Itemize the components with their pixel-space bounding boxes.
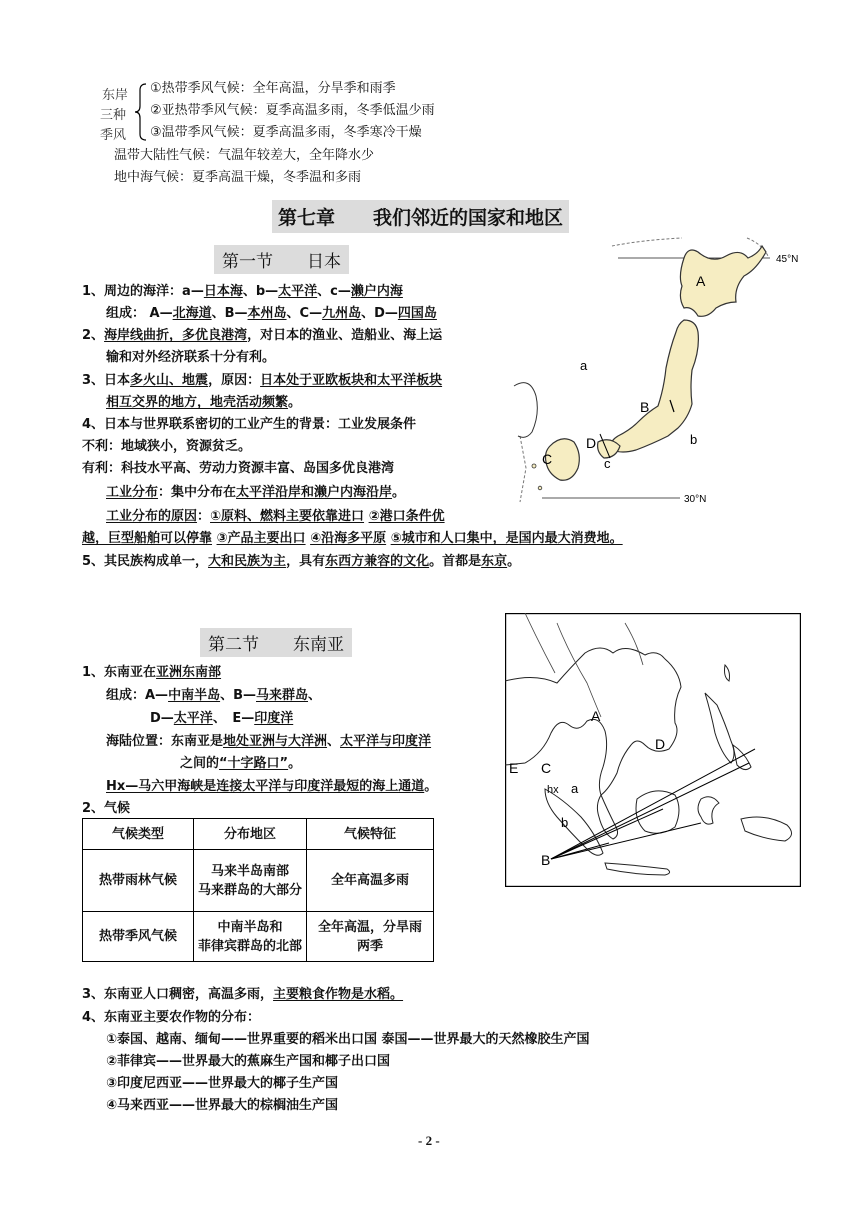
brace-label-3: 季风 — [100, 128, 127, 143]
hokkaido-shape — [680, 246, 766, 316]
map-label-c: c — [604, 456, 611, 471]
japan-p2: 2、海岸线曲折，多优良港湾，对日本的渔业、造船业、海上运 — [82, 328, 443, 343]
sea-composition-2: D—太平洋、 E—印度洋 — [150, 711, 294, 726]
brace-label-1: 东岸 — [102, 88, 129, 103]
japan-map — [512, 236, 812, 518]
lat-45-label: 45°N — [776, 254, 799, 265]
table-row — [83, 850, 434, 912]
sea-map-label-a: a — [571, 781, 579, 796]
table-cell: 全年高温，分旱雨 两季 — [307, 912, 434, 962]
southeast-asia-map — [505, 613, 801, 887]
map-label-C: C — [542, 451, 553, 467]
japan-p5: 5、其民族构成单一，大和民族为主，具有东西方兼容的文化。首都是东京。 — [82, 554, 521, 569]
honshu-shape — [611, 320, 699, 452]
crop-item-2: ②菲律宾——世界最大的蕉麻生产国和椰子出口国 — [106, 1054, 391, 1069]
brace-icon — [134, 82, 148, 142]
sea-p2: 2、气候 — [82, 801, 131, 816]
sea-position: 海陆位置：东南亚是地处亚洲与大洋洲、太平洋与印度洋 — [106, 734, 432, 749]
climate-table — [82, 818, 434, 962]
crop-item-1: ①泰国、越南、缅甸——世界重要的稻米出口国 泰国——世界最大的天然橡胶生产国 — [106, 1032, 590, 1047]
japan-p3-cont: 相互交界的地方，地壳活动频繁。 — [106, 395, 302, 410]
japan-p4-good: 有利：科技水平高、劳动力资源丰富、岛国多优良港湾 — [82, 461, 395, 476]
page-number: - 2 - — [418, 1133, 440, 1148]
climate-item-3: ③温带季风气候：夏季高温多雨，冬季寒冷干燥 — [150, 125, 422, 140]
table-header-row — [83, 819, 434, 850]
chapter-title: 第七章 我们邻近的国家和地区 — [272, 200, 569, 233]
lat-30-label: 30°N — [684, 494, 707, 505]
map-label-A: A — [696, 273, 706, 289]
climate-mediterranean: 地中海气候：夏季高温干燥，冬季温和多雨 — [114, 170, 362, 185]
sea-hx: Hx—马六甲海峡是连接太平洋与印度洋最短的海上通道。 — [106, 779, 438, 794]
map-label-a: a — [580, 358, 588, 373]
section2-title: 第二节 东南亚 — [200, 628, 352, 657]
map-label-b: b — [690, 432, 698, 447]
map-label-D: D — [586, 435, 597, 451]
japan-p1-composition: 组成： A—北海道、B—本州岛、C—九州岛、D—四国岛 — [106, 306, 437, 321]
japan-p4: 4、日本与世界联系密切的工业产生的背景：工业发展条件 — [82, 417, 417, 432]
sea-p3: 3、东南亚人口稠密，高温多雨，主要粮食作物是水稻。 — [82, 987, 404, 1002]
sea-map-label-E: E — [509, 760, 519, 776]
japan-p1: 1、周边的海洋：a—日本海、b—太平洋、c—濑户内海 — [82, 284, 403, 299]
table-header: 气候类型 — [83, 819, 194, 850]
map-label-B: B — [640, 399, 650, 415]
japan-p3: 3、日本多火山、地震，原因：日本处于亚欧板块和太平洋板块 — [82, 373, 443, 388]
section1-title: 第一节 日本 — [214, 245, 349, 274]
sea-position-cont: 之间的“十字路口”。 — [180, 756, 302, 771]
brace-label-2: 三种 — [100, 108, 127, 123]
japan-p2-cont: 输和对外经济联系十分有利。 — [106, 350, 276, 365]
table-header: 分布地区 — [194, 819, 307, 850]
sea-map-label-B: B — [541, 852, 551, 868]
table-row — [83, 912, 434, 962]
table-cell: 全年高温多雨 — [307, 850, 434, 912]
crop-item-3: ③印度尼西亚——世界最大的椰子生产国 — [106, 1076, 339, 1091]
sea-p4: 4、东南亚主要农作物的分布： — [82, 1010, 261, 1025]
japan-p4-reason-cont: 越，巨型船舶可以停靠 ③产品主要出口 ④沿海多平原 ⑤城市和人口集中，是国内最大消费地。 — [82, 531, 623, 546]
climate-item-1: ①热带季风气候：全年高温，分旱季和雨季 — [150, 81, 396, 96]
sea-map-label-A: A — [591, 708, 601, 724]
climate-continental: 温带大陆性气候：气温年较差大，全年降水少 — [114, 148, 375, 163]
table-header: 气候特征 — [307, 819, 434, 850]
sea-map-label-b: b — [561, 815, 569, 830]
table-cell: 马来半岛南部 马来群岛的大部分 — [194, 850, 307, 912]
table-cell: 热带雨林气候 — [83, 850, 194, 912]
japan-p4-distribution: 工业分布：集中分布在太平洋沿岸和濑户内海沿岸。 — [106, 485, 406, 500]
sea-composition: 组成：A—中南半岛、B—马来群岛、 — [106, 688, 322, 703]
sea-p1: 1、东南亚在亚洲东南部 — [82, 665, 222, 680]
sea-map-label-hx: hx — [547, 784, 559, 796]
japan-p4-reason: 工业分布的原因：①原料、燃料主要依靠进口 ②港口条件优 — [106, 509, 445, 524]
japan-p4-bad: 不利：地域狭小，资源贫乏。 — [82, 439, 252, 454]
table-cell: 热带季风气候 — [83, 912, 194, 962]
sea-map-label-C: C — [541, 760, 552, 776]
sea-map-label-D: D — [655, 736, 666, 752]
table-cell: 中南半岛和 菲律宾群岛的北部 — [194, 912, 307, 962]
climate-item-2: ②亚热带季风气候：夏季高温多雨，冬季低温少雨 — [150, 103, 435, 118]
crop-item-4: ④马来西亚——世界最大的棕榈油生产国 — [106, 1098, 339, 1113]
